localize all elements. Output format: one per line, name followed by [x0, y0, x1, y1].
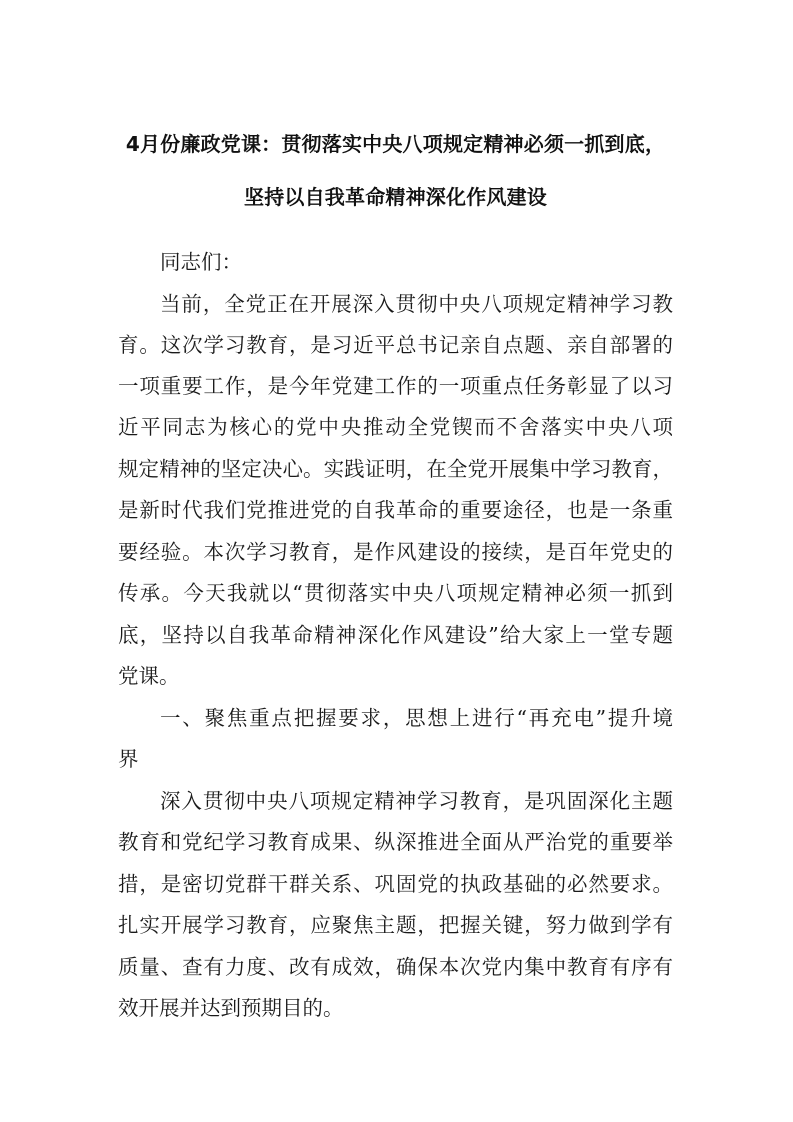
paragraph-1-line: 是新时代我们党推进党的自我革命的重要途径，也是一条重 — [118, 498, 673, 522]
document-title-line-2: 坚持以自我革命精神深化作风建设 — [244, 185, 547, 209]
document-title-line-1: 4月份廉政党课：贯彻落实中央八项规定精神必须一抓到底， — [125, 132, 666, 156]
paragraph-2-line: 教育和党纪学习教育成果、纵深推进全面从严治党的重要举 — [118, 830, 673, 854]
paragraph-1-line: 要经验。本次学习教育，是作风建设的接续，是百年党史的 — [118, 540, 673, 564]
paragraph-2-line: 深入贯彻中央八项规定精神学习教育，是巩固深化主题 — [160, 789, 673, 813]
section-heading-1-line: 界 — [118, 747, 139, 771]
section-heading-1-line: 一、聚焦重点把握要求，思想上进行“再充电”提升境 — [160, 706, 673, 730]
paragraph-1-line: 党课。 — [118, 664, 180, 688]
paragraph-1-line: 育。这次学习教育，是习近平总书记亲自点题、亲自部署的 — [118, 333, 673, 357]
paragraph-2-line: 效开展并达到预期目的。 — [118, 996, 344, 1020]
paragraph-1-line: 一项重要工作，是今年党建工作的一项重点任务彰显了以习 — [118, 374, 673, 398]
paragraph-2-line: 扎实开展学习教育，应聚焦主题，把握关键，努力做到学有 — [118, 913, 673, 937]
paragraph-1-line: 当前，全党正在开展深入贯彻中央八项规定精神学习教 — [160, 292, 673, 316]
paragraph-1-line: 底，坚持以自我革命精神深化作风建设”给大家上一堂专题 — [118, 623, 673, 647]
paragraph-1-line: 传承。今天我就以“贯彻落实中央八项规定精神必须一抓到 — [118, 581, 673, 605]
salutation: 同志们： — [160, 250, 242, 274]
paragraph-2-line: 质量、查有力度、改有成效，确保本次党内集中教育有序有 — [118, 955, 673, 979]
paragraph-2-line: 措，是密切党群干群关系、巩固党的执政基础的必然要求。 — [118, 872, 673, 896]
paragraph-1-line: 近平同志为核心的党中央推动全党锲而不舍落实中央八项 — [118, 415, 673, 439]
paragraph-1-line: 规定精神的坚定决心。实践证明，在全党开展集中学习教育， — [118, 457, 673, 481]
